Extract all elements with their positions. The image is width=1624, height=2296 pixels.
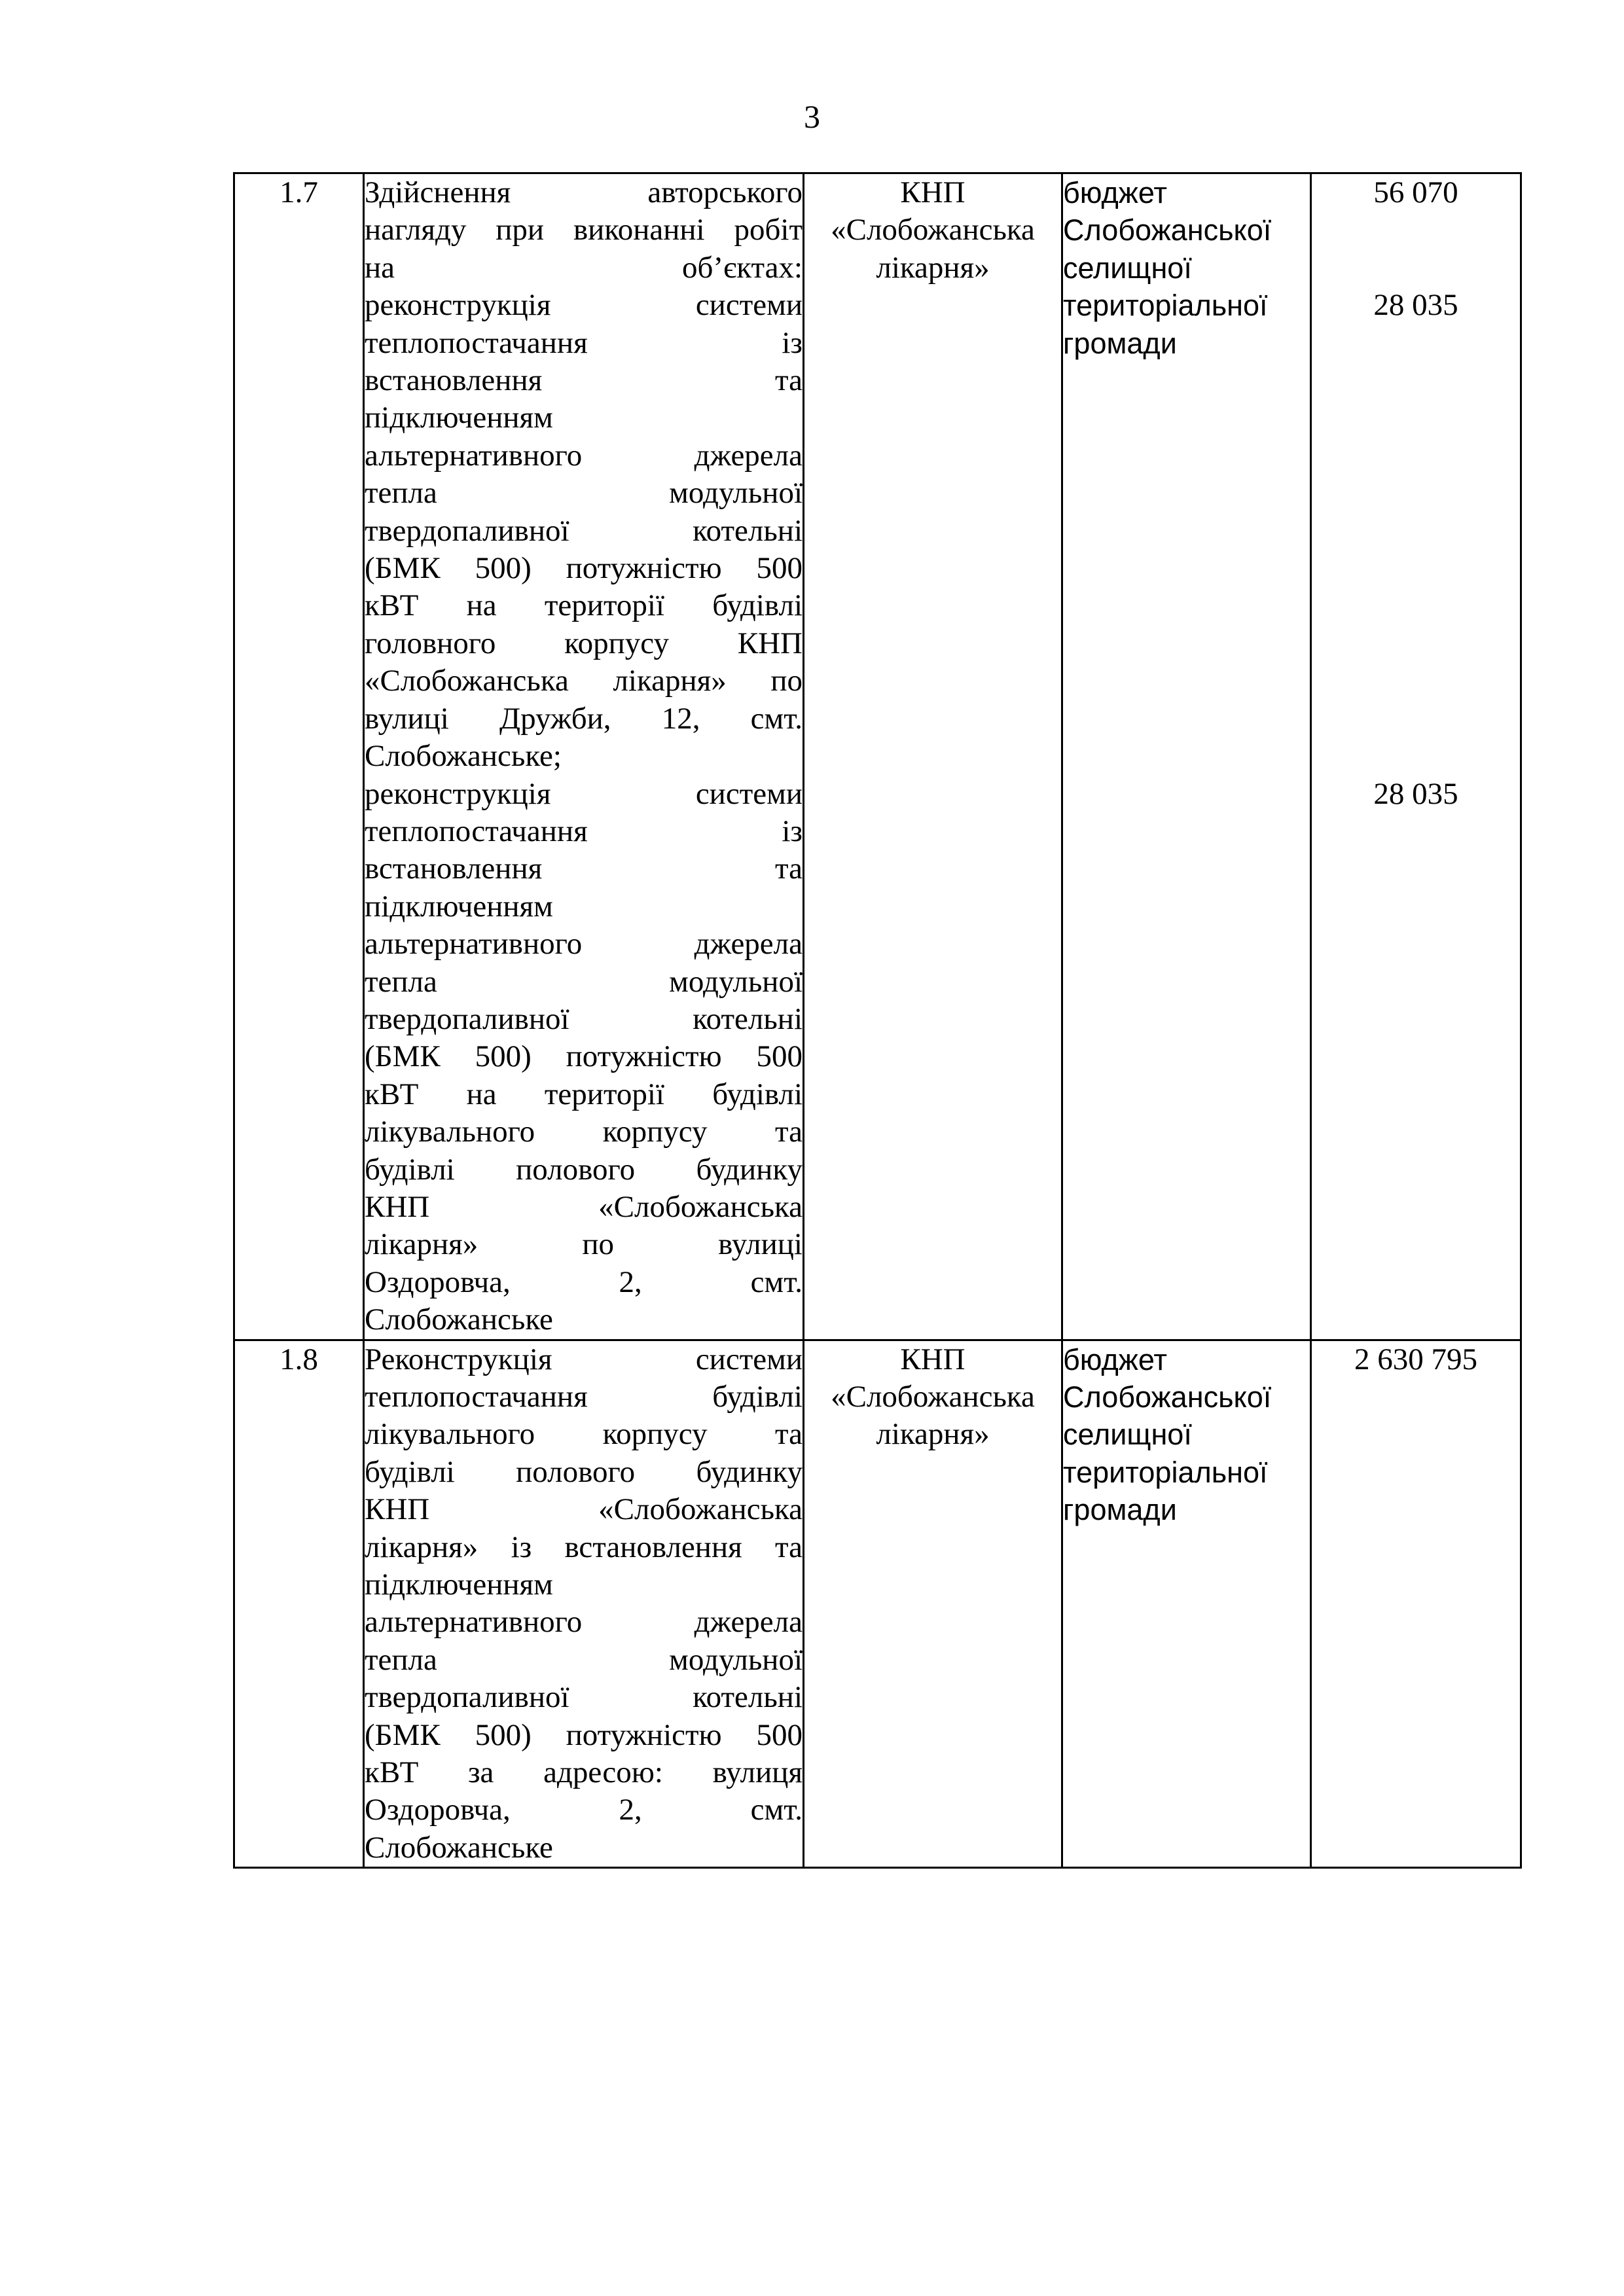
- amount-value: 28 035: [1373, 288, 1458, 323]
- measure-description: [364, 1340, 804, 1868]
- executor-line: лікарня»: [876, 1417, 990, 1452]
- funding-source-line: територіальної: [1063, 1455, 1268, 1489]
- funding-source-line: територіальної: [1063, 289, 1268, 323]
- description-line: вулиці Дружби, 12, смт.: [365, 701, 803, 736]
- funding-source-line: бюджет: [1063, 176, 1168, 209]
- measures-table: [233, 172, 1522, 1869]
- description-line: (БМК 500) потужністю 500: [365, 1039, 803, 1074]
- executor-line: «Слобожанська: [831, 1380, 1035, 1414]
- description-line: Слобожанське: [365, 1302, 553, 1337]
- description-line: встановлення та: [365, 852, 803, 886]
- funding-source-line: Слобожанської: [1063, 1380, 1272, 1414]
- description-line: лікувального корпусу та: [365, 1115, 803, 1149]
- description-line: лікувального корпусу та: [365, 1417, 803, 1452]
- description-line: Реконструкція системи: [365, 1342, 803, 1376]
- executor-line: КНП: [900, 175, 965, 209]
- description-line: підключенням: [365, 401, 553, 435]
- executor-line: КНП: [900, 1342, 965, 1376]
- description-line: «Слобожанська лікарня» по: [365, 664, 803, 698]
- description-line: теплопостачання із: [365, 325, 803, 360]
- description-line: підключенням: [365, 1568, 553, 1602]
- description-line: будівлі полового будинку: [365, 1454, 803, 1489]
- description-line: альтернативного джерела: [365, 438, 803, 473]
- page-number: 3: [804, 98, 820, 135]
- funding-source-cell: [1062, 1340, 1311, 1868]
- row-number: 1.7: [234, 173, 364, 1340]
- executor-cell: [804, 173, 1062, 1340]
- row-number: 1.8: [234, 1340, 364, 1868]
- description-line: головного корпусу КНП: [365, 626, 803, 660]
- description-line: лікарня» по вулиці: [365, 1227, 803, 1262]
- funding-source-line: Слобожанської: [1063, 213, 1272, 247]
- description-line: КНП «Слобожанська: [365, 1492, 803, 1527]
- description-line: кВТ за адресою: вулиця: [365, 1755, 803, 1790]
- description-line: кВТ на території будівлі: [365, 588, 803, 623]
- description-line: (БМК 500) потужністю 500: [365, 1717, 803, 1752]
- description-line: Слобожанське;: [365, 739, 562, 774]
- amount-value: 2 630 795: [1354, 1342, 1477, 1376]
- description-line: нагляду при виконанні робіт: [365, 213, 803, 247]
- description-line: (БМК 500) потужністю 500: [365, 551, 803, 586]
- funding-source-line: громади: [1063, 1493, 1177, 1527]
- amount-value: 28 035: [1373, 776, 1458, 811]
- description-line: теплопостачання із: [365, 814, 803, 848]
- description-line: Оздоровча, 2, смт.: [365, 1793, 803, 1827]
- description-line: тепла модульної: [365, 1642, 803, 1677]
- measure-description: [364, 173, 804, 1340]
- description-line: теплопостачання будівлі: [365, 1380, 803, 1414]
- executor-line: «Слобожанська: [831, 213, 1035, 247]
- description-line: тепла модульної: [365, 964, 803, 999]
- description-line: Здійснення авторського: [365, 175, 803, 209]
- funding-source-cell: [1062, 173, 1311, 1340]
- description-line: альтернативного джерела: [365, 927, 803, 961]
- amount-cell: [1311, 1340, 1521, 1868]
- executor-line: лікарня»: [876, 250, 990, 285]
- description-line: реконструкція системи: [365, 288, 803, 323]
- description-line: Оздоровча, 2, смт.: [365, 1265, 803, 1299]
- funding-source-line: громади: [1063, 326, 1177, 360]
- funding-source-line: селищної: [1063, 251, 1192, 285]
- table-row: [234, 1340, 1521, 1868]
- description-line: твердопаливної котельні: [365, 513, 803, 548]
- description-line: підключенням: [365, 889, 553, 924]
- description-line: Слобожанське: [365, 1830, 553, 1865]
- description-line: тепла модульної: [365, 476, 803, 511]
- description-line: КНП «Слобожанська: [365, 1189, 803, 1224]
- funding-source-line: бюджет: [1063, 1342, 1168, 1376]
- description-line: на об’єктах:: [365, 250, 803, 285]
- description-line: альтернативного джерела: [365, 1605, 803, 1640]
- description-line: твердопаливної котельні: [365, 1680, 803, 1715]
- amount-cell: [1311, 173, 1521, 1340]
- description-line: встановлення та: [365, 363, 803, 398]
- table-row: [234, 173, 1521, 1340]
- description-line: реконструкція системи: [365, 776, 803, 811]
- description-line: твердопаливної котельні: [365, 1001, 803, 1036]
- executor-cell: [804, 1340, 1062, 1868]
- amount-value: 56 070: [1373, 175, 1458, 209]
- description-line: будівлі полового будинку: [365, 1152, 803, 1187]
- description-line: лікарня» із встановлення та: [365, 1530, 803, 1564]
- funding-source-line: селищної: [1063, 1418, 1192, 1452]
- description-line: кВТ на території будівлі: [365, 1077, 803, 1111]
